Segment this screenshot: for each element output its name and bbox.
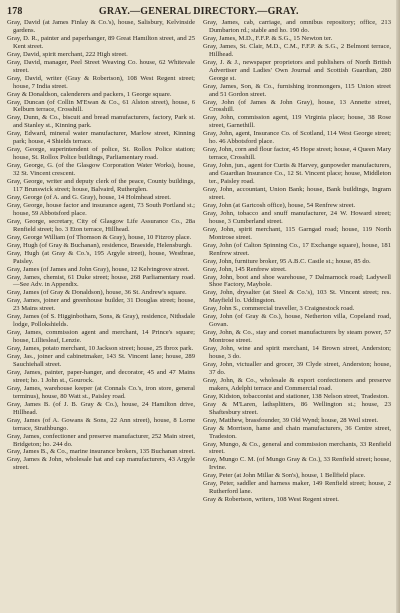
page-title: GRAY.—GENERAL DIRECTORY.—GRAY.: [98, 6, 299, 17]
directory-entry: Gray, Duncan (of Collin M'Ewan & Co., 61 Alston street), house, 6 Kelburn terrace, Crosshill.: [7, 98, 195, 114]
directory-entry: Gray, James, chemist, 61 Duke street; house, 268 Parliamentary road.—See Adv. in Appendix.: [7, 273, 195, 289]
directory-entry: Gray, Dunn, & Co., biscuit and bread manufacturers, factory, Park st. and Stanley st., Kinning park.: [7, 114, 195, 130]
directory-entry: Gray, John (at Gartcosh office), house, 54 Renfrew street.: [203, 201, 356, 209]
directory-entry: Gray, John (of Calton Spinning Co., 17 Exchange square), house, 181 Renfrew street.: [203, 241, 391, 257]
directory-entry: Gray, George, house factor and insurance agent, 73 South Portland st.; house, 59 Abbotsford place.: [7, 201, 195, 217]
directory-entry: Gray, John, commission agent, 119 Virginia place; house, 38 Rose street, Garnethill.: [203, 114, 391, 130]
directory-entry: Gray, John, agent, Insurance Co. of Scotland, 114 West George street; ho. 46 Abbotsford place.: [203, 130, 391, 146]
directory-entry: Gray, Peter, saddler and harness maker, 149 Renfield street; house, 2 Rutherford lane.: [203, 480, 391, 496]
directory-entry: Gray, Mungo, & Co., general and commission merchants, 33 Renfield street.: [203, 440, 391, 456]
page-edge-shadow: [396, 0, 400, 613]
page-number: 178: [7, 6, 23, 17]
directory-entry: Gray, John, & Co., stay and corset manufacturers by steam power, 57 Montrose street.: [203, 329, 391, 345]
entry-columns: [7, 19, 393, 504]
directory-entry: Gray, James (of James and John Gray), house, 12 Kelvingrove street.: [7, 265, 190, 273]
directory-entry: Gray, John, corn and flour factor, 45 Hope street; house, 4 Queen Mary terrace, Crosshill.: [203, 146, 391, 162]
directory-entry: Gray, James, Son, & Co., furnishing ironmongers, 115 Union street and 51 Gordon street.: [203, 82, 391, 98]
directory-entry: Gray, John, boot and shoe warehouse, 7 Dalmarnock road; Ladywell Shoe Factory, Maybole.: [203, 273, 391, 289]
directory-entry: Gray, James (of S. Higginbotham, Sons, & Gray), residence, Nithsdale lodge, Pollokshields.: [7, 313, 195, 329]
right-column: [203, 19, 391, 504]
directory-entry: Gray, George, writer and deputy clerk of the peace, County buildings, 117 Brunswick street; house, Balvaird, Rutherglen.: [7, 178, 195, 194]
directory-entry: Gray, James, warehouse keeper (at Connals Co.'s, iron store, general terminus), house, 80 Watt st., Paisley road.: [7, 384, 195, 400]
directory-entry: Gray & Morrison, hame and chain manufacturers, 36 Centre street, Tradeston.: [203, 424, 391, 440]
directory-entry: Gray, Hugh (of Gray & Buchanan), residence, Braeside, Helensburgh.: [7, 241, 192, 249]
directory-entry: Gray, John, spirit merchant, 115 Garngad road; house, 119 North Montrose street.: [203, 225, 391, 241]
directory-entry: Gray, John S., commercial traveller, 3 Craignestock road.: [203, 305, 355, 313]
directory-entry: Gray, J. & J., newspaper proprietors and publishers of North British Advertiser and Ladies' Own Journal and Scottish Guardian, 280 George st.: [203, 58, 391, 82]
directory-entry: Gray, David, manager, Peel Street Weaving Co. house, 62 Whitevale street.: [7, 58, 195, 74]
directory-entry: Gray, George William (of Thomson & Gray), house, 10 Fitzroy place.: [7, 233, 192, 241]
directory-entry: Gray, John (of Gray & Co.), house, Netherton villa, Copeland road, Govan.: [203, 313, 391, 329]
directory-entry: Gray, James B. (of J. B. Gray & Co.), house, 24 Hamilton drive, Hillhead.: [7, 400, 195, 416]
directory-entry: Gray, Hugh (at Gray & Co.'s, 195 Argyle street), house, Westbrae, Paisley.: [7, 249, 195, 265]
directory-entry: Gray, David, spirit merchant, 222 High street.: [7, 50, 128, 58]
directory-entry: Gray, George, secretary, City of Glasgow Life Assurance Co., 28a Renfield street; ho. 3 Eton terrace, Hillhead.: [7, 217, 195, 233]
directory-entry: Gray, James (of Gray & Donaldson), house, 36 St. Andrew's square.: [7, 289, 187, 297]
directory-entry: Gray, Edward, mineral water manufacturer, Marlow street, Kinning park; house, 4 Shields terrace.: [7, 130, 195, 146]
directory-entry: Gray, John, wine and spirit merchant, 14 Brown street, Anderston; house, 3 do.: [203, 345, 391, 361]
directory-entry: Gray, Mungo C. M. (of Mungo Gray & Co.), 33 Renfield street; house, Irvine.: [203, 456, 391, 472]
directory-entry: Gray, James, cab, carriage, and omnibus repository; office, 213 Dumbarton rd.; stable and ho. 190 do.: [203, 19, 391, 34]
directory-entry: Gray, John, 145 Renfrew street.: [203, 265, 287, 273]
directory-entry: Gray, George (of A. and G. Gray), house, 14 Holmhead street.: [7, 193, 171, 201]
directory-entry: Gray, George, G. (of the Glasgow Corporation Water Works), house, 32 St. Vincent crescent.: [7, 162, 195, 178]
directory-entry: Gray, D. R., painter and paperhanger, 89 Great Hamilton street, and 25 Kent street.: [7, 34, 195, 50]
directory-entry: Gray & M'Laren, lathsplitters, 86 Wellington st.; house, 23 Shaftesbury street.: [203, 400, 391, 416]
directory-entry: Gray, Kidston, tobacconist and stationer, 138 Nelson street, Tradeston.: [203, 392, 389, 400]
directory-entry: Gray, John, & Co., wholesale & export confectioners and preserve makers, Adelphi terrace and Commercial road.: [203, 376, 391, 392]
directory-entry: Gray, James & John, wholesale hat and cap manufacturers, 43 Argyle street.: [7, 456, 195, 472]
directory-entry: Gray, James, St. Clair, M.D., C.M., F.F.P. & S.G., 2 Belmont terrace, Hillhead.: [203, 42, 391, 58]
directory-entry: Gray, John (of James & John Gray), house, 13 Annette street, Crosshill.: [203, 98, 391, 114]
left-column: [7, 19, 195, 504]
directory-entry: Gray, James, joiner and greenhouse builder, 31 Douglas street; house, 23 Mains street.: [7, 297, 195, 313]
directory-entry: Gray, John, accountant, Union Bank; house, Bank buildings, Ingram street.: [203, 186, 391, 201]
directory-entry: Gray, Jas., joiner and cabinetmaker, 143 St. Vincent lane; house, 289 Sauchiehall street.: [7, 353, 195, 368]
directory-entry: Gray, David (at James Finlay & Co.'s), house, Salisbury, Kelvinside gardens.: [7, 19, 195, 34]
directory-entry: Gray, James, M.D., F.F.P. & S.G., 15 Newton ter.: [203, 34, 333, 42]
directory-entry: Gray, James (of A. Gowans & Sons, 22 Ann street), house, 8 Lorne terrace, Strathbungo.: [7, 416, 195, 432]
directory-entry: Gray, George, superintendent of police, St. Rollox Police station; house, St. Rollox Police buildings, Parliamentary road.: [7, 146, 195, 162]
directory-entry: Gray, John, drysalter (at Steel & Co.'s), 103 St. Vincent street; res. Mayfield lo. Uddingston.: [203, 289, 391, 305]
directory-entry: Gray & Donaldson, calenderers and packers, 1 George square.: [7, 90, 172, 98]
directory-entry: Gray, James, commission agent and merchant, 14 Prince's square; house, Lilliesleaf, Lenzie.: [7, 329, 195, 345]
directory-entry: Gray, John, jun., agent for Curtis & Harvey, gunpowder manufacturers, and Guardian Insurance Co., 12 St. Vincent place; house, Middleton ter., Paisley road.: [203, 162, 391, 186]
directory-entry: Gray, James, painter, paper-hanger, and decorator, 45 and 47 Mains street; ho. 1 John st., Gourock.: [7, 368, 195, 384]
directory-entry: Gray, James, confectioner and preserve manufacturer, 252 Main street, Bridgeton; ho. 244 do.: [7, 432, 195, 448]
directory-entry: Gray, James, potato merchant, 10 Jackson street; house, 25 Ibrox park.: [7, 345, 194, 353]
directory-entry: Gray, Matthew, brassfounder, 39 Old Wynd; house, 28 Weil street.: [203, 416, 378, 424]
directory-entry: Gray, John, furniture broker, 95 A.B.C. Castle st.; house, 85 do.: [203, 257, 371, 265]
directory-entry: Gray, John, victualler and grocer, 39 Clyde street, Anderston; house, 37 do.: [203, 360, 391, 376]
directory-entry: Gray, David, writer (Gray & Robertson), 108 West Regent street; house, 7 India street.: [7, 74, 195, 90]
directory-entry: Gray, James B., & Co., marine insurance brokers, 135 Buchanan street.: [7, 448, 195, 456]
directory-entry: Gray & Robertson, writers, 108 West Regent street.: [203, 496, 339, 504]
running-head: [7, 6, 393, 17]
directory-entry: Gray, Peter (at John Millar & Son's), house, 1 Bellfield place.: [203, 472, 366, 480]
directory-entry: Gray, John, tobacco and snuff manufacturer, 24 W. Howard street; house, 3 Cumberland street.: [203, 209, 391, 225]
